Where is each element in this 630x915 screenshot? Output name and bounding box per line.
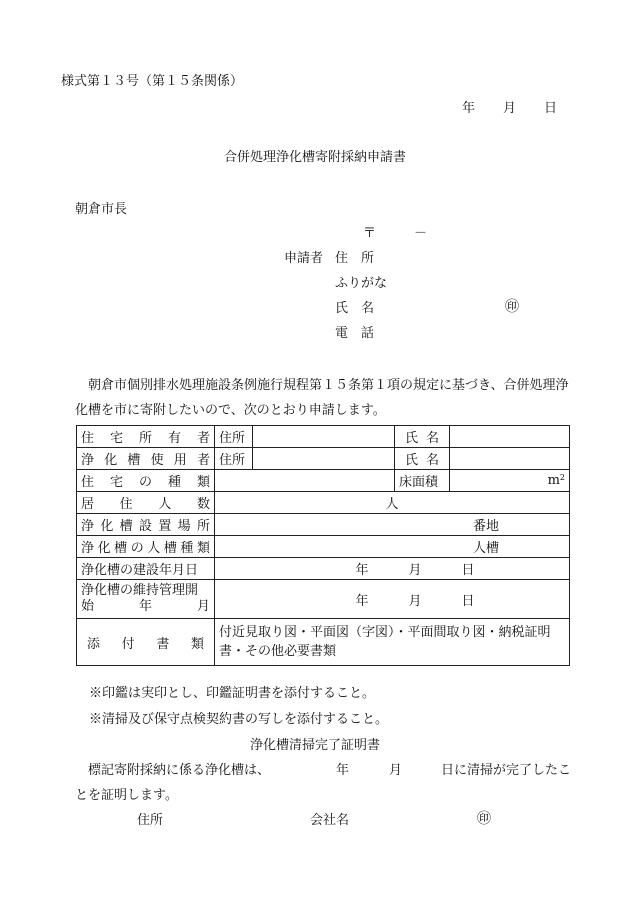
applicant-furigana-label: ふりがな — [335, 276, 388, 291]
capacity-label-text: 浄 化 槽 の 人 槽 種 類 — [81, 541, 210, 556]
body-text-line1: 朝倉市個別排水処理施設条例施行規程第１５条第１項の規定に基づき、合併処理浄 — [88, 378, 569, 393]
date-year: 年 — [462, 101, 476, 116]
capacity-label — [77, 536, 215, 558]
user-address-label: 住所 — [215, 448, 253, 470]
maintenance-day: 日 — [461, 593, 475, 609]
maintenance-month: 月 — [408, 593, 422, 609]
maintenance-date — [219, 590, 565, 609]
cert-title: 浄化槽清掃完了証明書 — [249, 738, 380, 753]
application-table — [76, 425, 570, 666]
user-name-value[interactable] — [450, 448, 570, 470]
attachments-line2: 書・その他必要書類 — [219, 644, 337, 659]
applicant-label: 申請者 — [284, 251, 324, 266]
page-title: 合併処理浄化槽寄附採納申請書 — [223, 150, 406, 165]
maintenance-date-value[interactable] — [215, 580, 570, 619]
construction-year: 年 — [355, 563, 369, 578]
table-row — [77, 448, 570, 470]
residents-unit: 人 — [385, 497, 399, 512]
table-row — [77, 426, 570, 448]
maintenance-label — [77, 580, 215, 619]
table-row — [77, 558, 570, 580]
user-name-label-text: 氏 名 — [405, 453, 439, 468]
attachments-line1: 付近見取り図・平面図（字図）・平面間取り図・納税証明 — [219, 625, 551, 640]
cert-address-label: 住所 — [137, 813, 164, 828]
capacity-value[interactable] — [215, 536, 570, 558]
owner-label — [77, 426, 215, 448]
floor-area-unit-sup: 2 — [559, 473, 565, 482]
addressee: 朝倉市長 — [75, 202, 128, 217]
location-label — [77, 514, 215, 536]
floor-area-value[interactable] — [450, 470, 570, 492]
construction-date-value[interactable] — [215, 558, 570, 580]
cert-month: 月 — [389, 763, 403, 778]
owner-name-label — [395, 426, 450, 448]
location-value[interactable] — [215, 514, 570, 536]
applicant-phone-label: 電 話 — [335, 326, 375, 341]
owner-address-label: 住所 — [215, 426, 253, 448]
construction-month: 月 — [408, 563, 422, 578]
note-contract: ※清掃及び保守点検契約書の写しを添付すること。 — [89, 712, 389, 727]
attachments-label — [77, 619, 215, 666]
house-type-label — [77, 470, 215, 492]
cert-line1-start: 標記寄附採納に係る浄化槽は、 — [88, 763, 271, 778]
owner-label-text: 住 宅 所 有 者 — [81, 431, 210, 446]
house-type-value[interactable] — [215, 470, 395, 492]
cert-company-label: 会社名 — [310, 813, 350, 828]
postal-dash: － — [414, 226, 428, 241]
owner-name-value[interactable] — [450, 426, 570, 448]
user-address-value[interactable] — [253, 448, 395, 470]
construction-date — [219, 559, 565, 578]
residents-label-text: 居 住 人 数 — [81, 497, 210, 512]
cert-line1-end: 日に清掃が完了したこ — [441, 763, 572, 778]
table-row — [77, 492, 570, 514]
owner-address-value[interactable] — [253, 426, 395, 448]
table-row — [77, 619, 570, 666]
table-row — [77, 580, 570, 619]
residents-value[interactable] — [215, 492, 570, 514]
table-row — [77, 536, 570, 558]
body-text-line2: 化槽を市に寄附したいので、次のとおり申請します。 — [75, 403, 386, 418]
user-label — [77, 448, 215, 470]
attachments-value — [215, 619, 570, 666]
table-row — [77, 470, 570, 492]
cert-year: 年 — [336, 763, 350, 778]
date-line — [462, 97, 557, 116]
floor-area-label: 床面積 — [395, 470, 450, 492]
floor-area-unit: m — [547, 473, 560, 488]
seal-mark: ㊞ — [505, 299, 519, 315]
applicant-name-label: 氏 名 — [335, 301, 375, 316]
date-month: 月 — [502, 101, 516, 116]
form-number: 様式第１３号（第１５条関係） — [61, 74, 244, 89]
location-label-text: 浄 化 槽 設 置 場 所 — [81, 519, 210, 534]
table-row — [77, 514, 570, 536]
user-name-label — [395, 448, 450, 470]
attachments-label-text: 添 付 書 類 — [87, 636, 204, 652]
postal-mark: 〒 — [363, 226, 377, 241]
maintenance-year: 年 — [355, 593, 369, 609]
maintenance-label-line1: 浄化槽の維持管理開 — [81, 583, 199, 598]
note-seal: ※印鑑は実印とし、印鑑証明書を添付すること。 — [89, 686, 376, 701]
construction-label: 浄化槽の建設年月日 — [77, 558, 215, 580]
date-day: 日 — [543, 101, 557, 116]
user-label-text: 浄 化 槽 使 用 者 — [81, 453, 210, 468]
cert-seal-mark: ㊞ — [477, 811, 491, 827]
residents-label — [77, 492, 215, 514]
owner-name-label-text: 氏 名 — [405, 431, 439, 446]
capacity-unit: 人槽 — [472, 541, 499, 556]
house-type-label-text: 住 宅 の 種 類 — [81, 475, 210, 490]
applicant-address-label: 住 所 — [335, 251, 375, 266]
location-unit: 番地 — [472, 519, 499, 534]
cert-line2: とを証明します。 — [75, 788, 178, 803]
construction-day: 日 — [461, 563, 475, 578]
maintenance-label-line2: 始 年 月 — [81, 599, 210, 614]
